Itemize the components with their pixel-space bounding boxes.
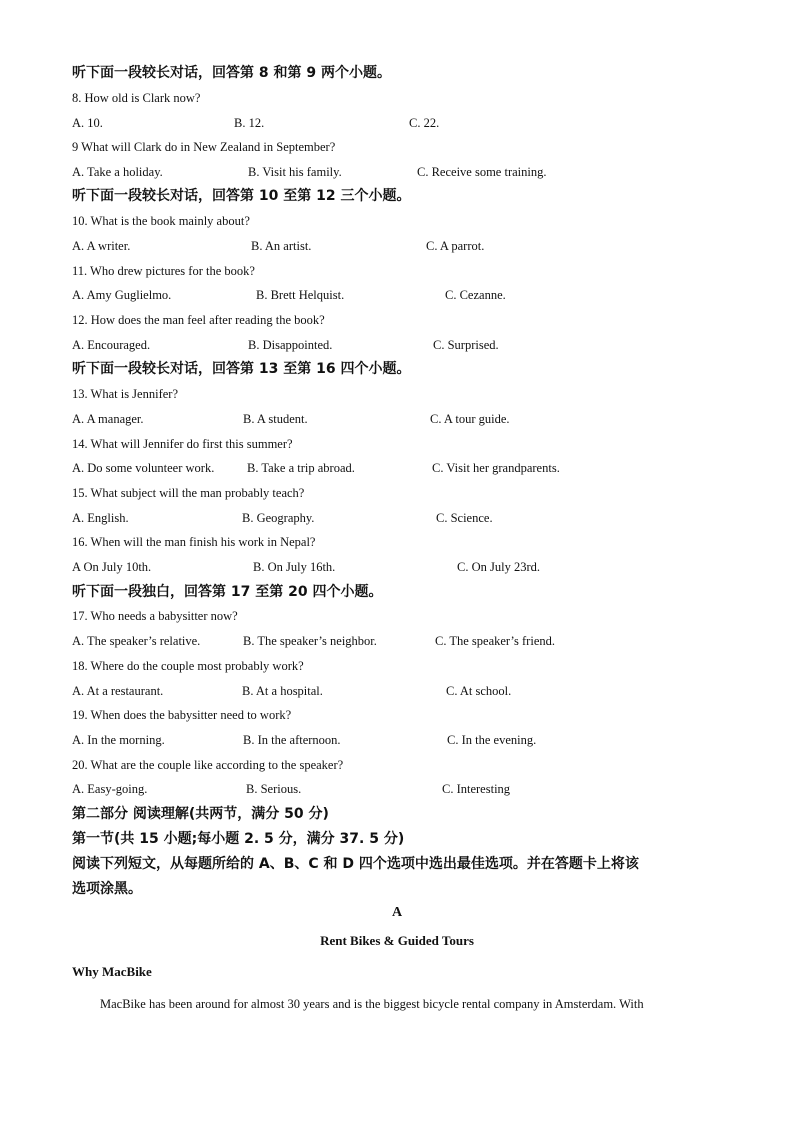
question-17: 17. Who needs a babysitter now? (72, 609, 238, 623)
option-c: C. Cezanne. (445, 288, 506, 302)
option-a: A. Take a holiday. (72, 165, 163, 179)
options-10 (72, 238, 722, 254)
question-19: 19. When does the babysitter need to work? (72, 708, 292, 722)
option-c: C. Surprised. (433, 338, 499, 352)
options-9 (72, 164, 722, 180)
option-c: C. In the evening. (447, 733, 537, 747)
option-b: B. Visit his family. (248, 165, 342, 179)
option-c: C. At school. (446, 684, 512, 698)
part-title: 第二部分 阅读理解(共两节，满分 50 分) (72, 806, 329, 822)
option-b: B. The speaker’s neighbor. (243, 634, 377, 648)
subsection-title: 第一节(共 15 小题;每小题 2. 5 分，满分 37. 5 分) (72, 831, 405, 847)
options-11 (72, 287, 722, 303)
option-c: C. A parrot. (426, 239, 485, 253)
options-20 (72, 781, 722, 797)
option-a: A. English. (72, 511, 129, 525)
options-19 (72, 732, 722, 748)
option-c: C. A tour guide. (430, 412, 510, 426)
question-12: 12. How does the man feel after reading the book? (72, 313, 325, 327)
question-16: 16. When will the man finish his work in Nepal? (72, 535, 316, 549)
option-a: A. A manager. (72, 412, 144, 426)
option-a: A. The speaker’s relative. (72, 634, 201, 648)
option-a: A. Encouraged. (72, 338, 151, 352)
options-12 (72, 337, 722, 353)
option-b: B. Disappointed. (248, 338, 333, 352)
section-heading: 听下面一段独白，回答第 17 至第 20 四个小题。 (72, 584, 383, 600)
option-b: B. On July 16th. (253, 560, 336, 574)
option-a: A. 10. (72, 116, 103, 130)
instruction-line-1: 阅读下列短文，从每题所给的 A、B、C 和 D 四个选项中选出最佳选项。并在答题卡上将该 (72, 856, 639, 872)
option-a: A. A writer. (72, 239, 131, 253)
options-17 (72, 633, 722, 649)
option-b: B. Take a trip abroad. (247, 461, 355, 475)
section-heading: 听下面一段较长对话，回答第 8 和第 9 两个小题。 (72, 65, 391, 81)
option-a: A On July 10th. (72, 560, 152, 574)
options-8 (72, 115, 722, 131)
option-c: C. The speaker’s friend. (435, 634, 555, 648)
why-heading: Why MacBike (72, 964, 152, 979)
option-b: B. Brett Helquist. (256, 288, 345, 302)
option-b: B. At a hospital. (242, 684, 323, 698)
option-b: B. In the afternoon. (243, 733, 341, 747)
section-heading: 听下面一段较长对话，回答第 13 至第 16 四个小题。 (72, 361, 411, 377)
options-15 (72, 510, 722, 526)
question-14: 14. What will Jennifer do first this summer? (72, 437, 293, 451)
option-c: C. Science. (436, 511, 493, 525)
option-c: C. 22. (409, 116, 440, 130)
option-b: B. Serious. (246, 782, 302, 796)
instruction-line-2: 选项涂黑。 (72, 881, 142, 897)
passage-paragraph: MacBike has been around for almost 30 years and is the biggest bicycle rental company in Amsterdam. With (100, 997, 644, 1011)
section-heading: 听下面一段较长对话，回答第 10 至第 12 三个小题。 (72, 188, 411, 204)
passage-title: Rent Bikes & Guided Tours (320, 933, 474, 948)
question-8: 8. How old is Clark now? (72, 91, 201, 105)
options-13 (72, 411, 722, 427)
option-a: A. Do some volunteer work. (72, 461, 215, 475)
question-15: 15. What subject will the man probably teach? (72, 486, 305, 500)
question-18: 18. Where do the couple most probably work? (72, 659, 304, 673)
option-a: A. In the morning. (72, 733, 165, 747)
option-c: C. Interesting (442, 782, 511, 796)
options-18 (72, 683, 722, 699)
option-c: C. Receive some training. (417, 165, 547, 179)
option-b: B. A student. (243, 412, 308, 426)
option-a: A. At a restaurant. (72, 684, 164, 698)
option-b: B. An artist. (251, 239, 312, 253)
option-b: B. 12. (234, 116, 265, 130)
question-13: 13. What is Jennifer? (72, 387, 178, 401)
option-a: A. Amy Guglielmo. (72, 288, 172, 302)
question-20: 20. What are the couple like according to the speaker? (72, 758, 344, 772)
passage-letter: A (391, 905, 403, 920)
option-c: C. On July 23rd. (457, 560, 540, 574)
question-10: 10. What is the book mainly about? (72, 214, 250, 228)
question-9: 9 What will Clark do in New Zealand in September? (72, 140, 336, 154)
question-11: 11. Who drew pictures for the book? (72, 264, 255, 278)
options-14 (72, 460, 722, 476)
option-b: B. Geography. (242, 511, 315, 525)
option-a: A. Easy-going. (72, 782, 148, 796)
option-c: C. Visit her grandparents. (432, 461, 560, 475)
options-16 (72, 559, 722, 575)
